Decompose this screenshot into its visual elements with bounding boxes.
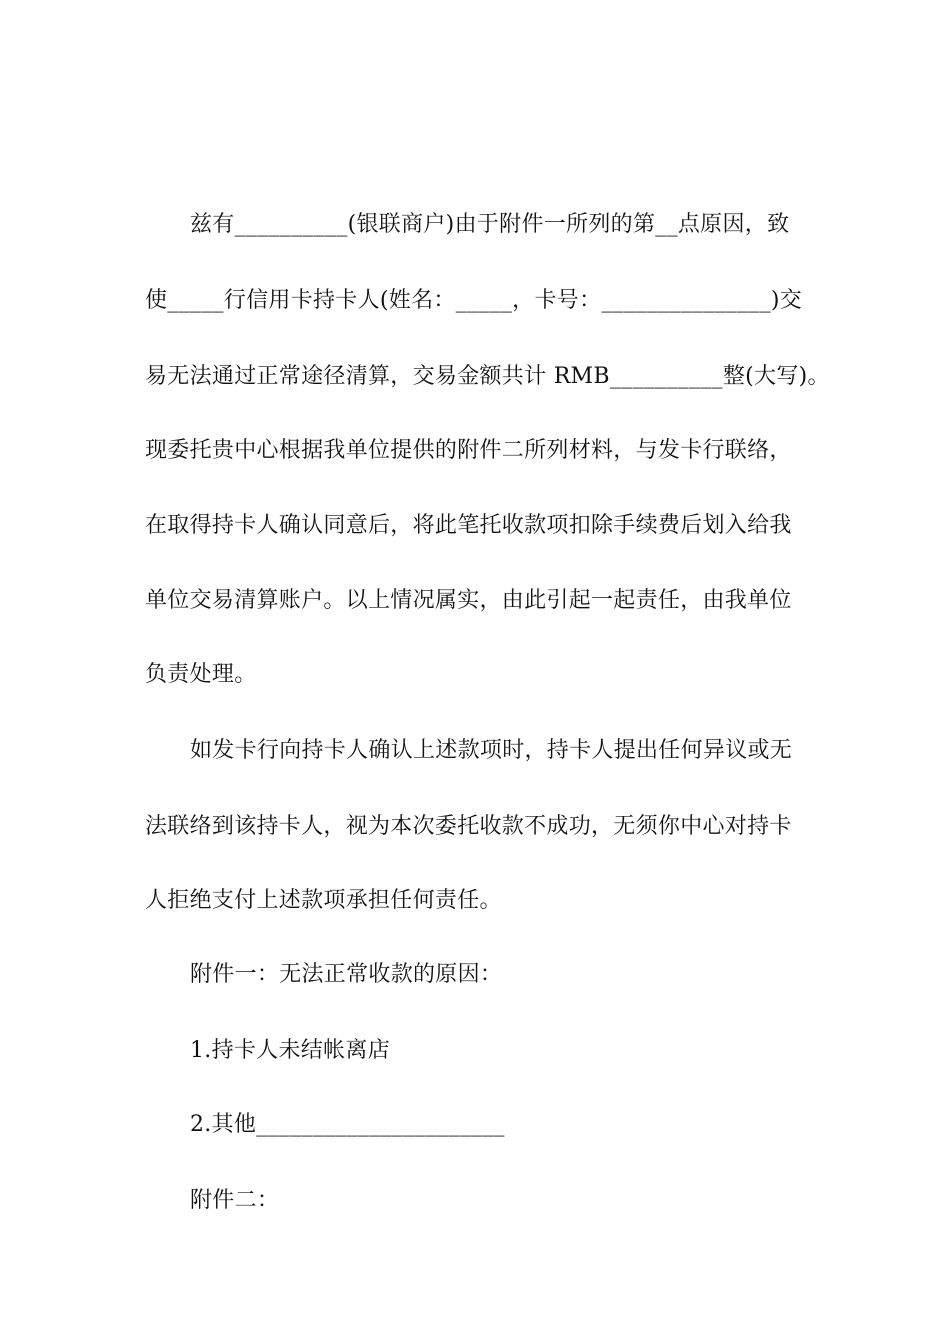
paragraph-1-line-3: 易无法通过正常途径清算，交易金额共计 RMB__________整(大写)。 [145, 364, 830, 389]
attachment-1-title: 附件一：无法正常收款的原因： [190, 962, 503, 987]
paragraph-2-line-3: 人拒绝支付上述款项承担任何责任。 [145, 888, 502, 913]
paragraph-1-line-1: 兹有__________(银联商户)由于附件一所列的第__点原因，致 [190, 212, 790, 237]
paragraph-1-line-7: 负责处理。 [145, 662, 257, 687]
paragraph-1-line-2: 使_____行信用卡持卡人(姓名：_____，卡号：_______________)交 [145, 288, 803, 313]
paragraph-1-line-4: 现委托贵中心根据我单位提供的附件二所列材料，与发卡行联络， [145, 438, 792, 463]
paragraph-1-line-6: 单位交易清算账户。以上情况属实，由此引起一起责任，由我单位 [145, 588, 792, 613]
attachment-2-title: 附件二： [190, 1188, 280, 1213]
reason-2: 2.其他______________________ [190, 1112, 505, 1137]
paragraph-2-line-2: 法联络到该持卡人，视为本次委托收款不成功，无须你中心对持卡 [145, 814, 792, 839]
reason-1: 1.持卡人未结帐离店 [190, 1038, 390, 1063]
paragraph-1-line-5: 在取得持卡人确认同意后，将此笔托收款项扣除手续费后划入给我 [145, 513, 792, 538]
paragraph-2-line-1: 如发卡行向持卡人确认上述款项时，持卡人提出任何异议或无 [190, 738, 793, 763]
